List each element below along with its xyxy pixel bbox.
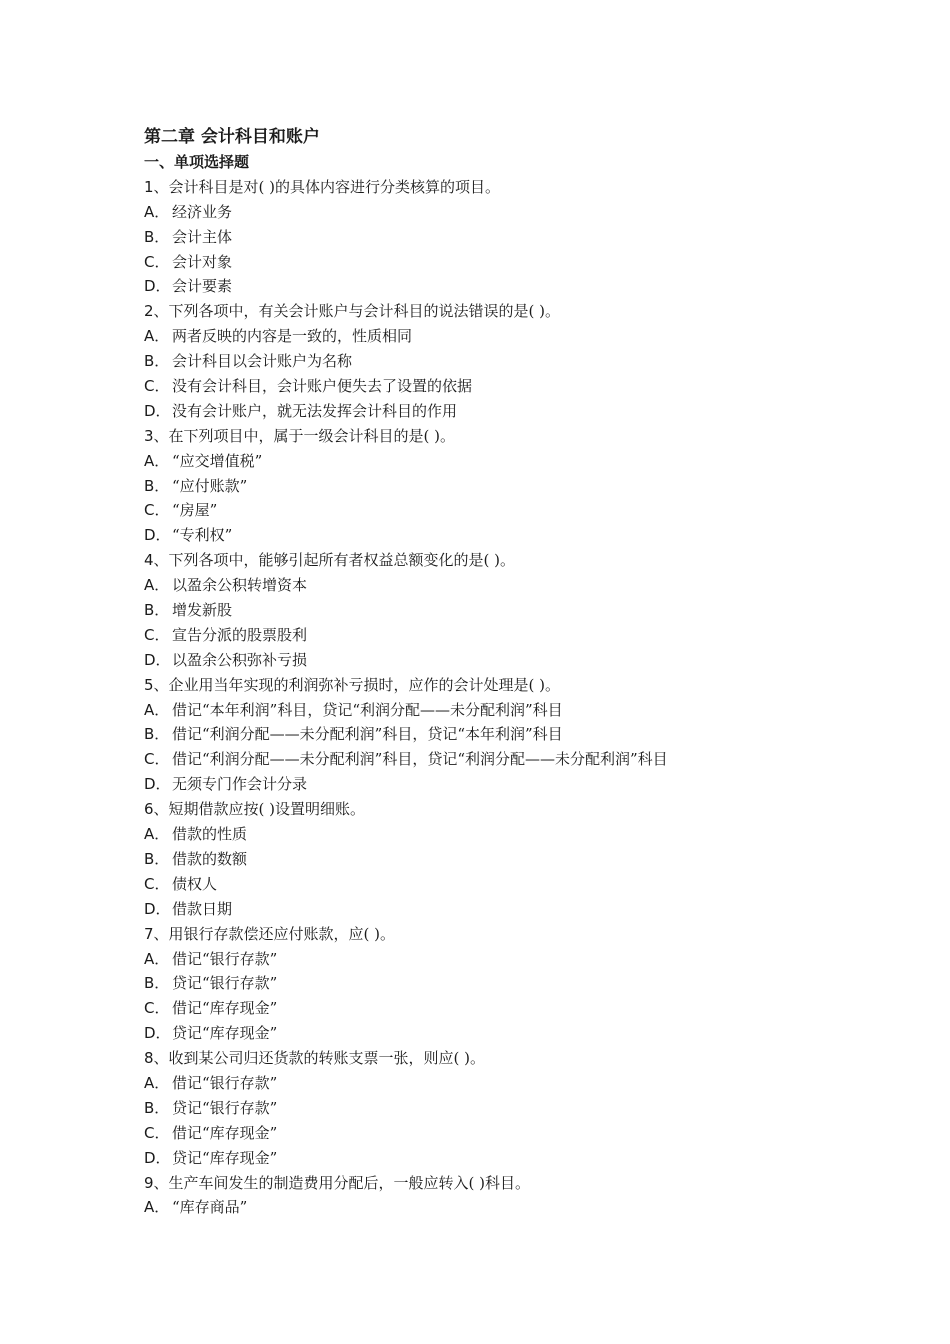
question-number: 6、 xyxy=(144,800,169,819)
option-letter: D． xyxy=(144,775,171,794)
question-number: 1、 xyxy=(144,177,169,196)
answer-option xyxy=(144,250,844,275)
option-text: 借记“银行存款” xyxy=(172,1073,278,1092)
question-text: 生产车间发生的制造费用分配后，一般应转入( )科目。 xyxy=(168,1173,531,1192)
answer-option xyxy=(144,722,844,747)
option-text: 无须专门作会计分录 xyxy=(172,775,308,794)
question-stem xyxy=(144,175,844,200)
option-text: 两者反映的内容是一致的，性质相同 xyxy=(172,327,413,346)
answer-option xyxy=(144,1021,844,1046)
question-number: 2、 xyxy=(144,302,169,321)
option-letter: C． xyxy=(144,874,170,893)
question-stem xyxy=(144,1046,844,1071)
answer-option xyxy=(144,324,844,349)
option-letter: B． xyxy=(144,227,170,246)
option-text: 债权人 xyxy=(172,874,218,893)
question-stem xyxy=(144,299,844,324)
answer-option xyxy=(144,1071,844,1096)
question-stem xyxy=(144,1171,844,1196)
option-letter: D． xyxy=(144,526,171,545)
option-text: 会计主体 xyxy=(172,227,233,246)
question-block xyxy=(144,1171,844,1221)
answer-option xyxy=(144,897,844,922)
question-block xyxy=(144,175,844,299)
option-letter: C． xyxy=(144,252,170,271)
document-page xyxy=(144,124,844,1220)
option-letter: A． xyxy=(144,576,170,595)
option-letter: A． xyxy=(144,949,170,968)
question-stem xyxy=(144,797,844,822)
option-letter: A． xyxy=(144,451,170,470)
option-text: 借记“库存现金” xyxy=(172,999,278,1018)
option-text: 以盈余公积弥补亏损 xyxy=(172,650,308,669)
option-letter: C． xyxy=(144,625,170,644)
question-text: 企业用当年实现的利润弥补亏损时，应作的会计处理是( )。 xyxy=(168,675,561,694)
question-stem xyxy=(144,922,844,947)
option-text: 没有会计账户，就无法发挥会计科目的作用 xyxy=(172,401,458,420)
question-number: 9、 xyxy=(144,1173,169,1192)
option-text: 借款日期 xyxy=(172,899,233,918)
answer-option xyxy=(144,200,844,225)
question-text: 在下列项目中，属于一级会计科目的是( )。 xyxy=(168,426,456,445)
option-letter: A． xyxy=(144,700,170,719)
option-text: “专利权” xyxy=(172,526,233,545)
answer-option xyxy=(144,598,844,623)
option-letter: C． xyxy=(144,999,170,1018)
question-text: 会计科目是对( )的具体内容进行分类核算的项目。 xyxy=(168,177,501,196)
question-text: 下列各项中，有关会计账户与会计科目的说法错误的是( )。 xyxy=(168,302,561,321)
answer-option xyxy=(144,225,844,250)
question-block xyxy=(144,548,844,672)
option-text: “库存商品” xyxy=(172,1198,248,1217)
question-text: 下列各项中，能够引起所有者权益总额变化的是( )。 xyxy=(168,551,516,570)
question-number: 7、 xyxy=(144,924,169,943)
option-text: 贷记“库存现金” xyxy=(172,1024,278,1043)
question-block xyxy=(144,424,844,548)
option-letter: B． xyxy=(144,476,170,495)
section-title: 一、单项选择题 xyxy=(144,153,250,171)
option-text: “应交增值税” xyxy=(172,451,263,470)
answer-option xyxy=(144,648,844,673)
answer-option xyxy=(144,523,844,548)
option-letter: D． xyxy=(144,650,171,669)
answer-option xyxy=(144,772,844,797)
option-letter: D． xyxy=(144,1148,171,1167)
answer-option xyxy=(144,349,844,374)
question-block xyxy=(144,1046,844,1170)
option-text: 会计科目以会计账户为名称 xyxy=(172,352,353,371)
question-block xyxy=(144,797,844,921)
question-stem xyxy=(144,424,844,449)
answer-option xyxy=(144,573,844,598)
option-text: 借记“本年利润”科目，贷记“利润分配——未分配利润”科目 xyxy=(172,700,563,719)
answer-option xyxy=(144,474,844,499)
answer-option xyxy=(144,1146,844,1171)
question-block xyxy=(144,673,844,797)
option-text: 以盈余公积转增资本 xyxy=(172,576,308,595)
option-text: 借记“库存现金” xyxy=(172,1123,278,1142)
option-text: 借记“利润分配——未分配利润”科目，贷记“本年利润”科目 xyxy=(172,725,563,744)
option-text: 会计要素 xyxy=(172,277,233,296)
option-text: “房屋” xyxy=(172,501,218,520)
option-text: 借记“银行存款” xyxy=(172,949,278,968)
option-text: 宣告分派的股票股利 xyxy=(172,625,308,644)
question-block xyxy=(144,922,844,1046)
answer-option xyxy=(144,498,844,523)
option-letter: A． xyxy=(144,327,170,346)
answer-option xyxy=(144,872,844,897)
answer-option xyxy=(144,374,844,399)
question-number: 4、 xyxy=(144,551,169,570)
option-letter: C． xyxy=(144,377,170,396)
answer-option xyxy=(144,996,844,1021)
option-letter: B． xyxy=(144,352,170,371)
question-number: 3、 xyxy=(144,426,169,445)
option-letter: A． xyxy=(144,1073,170,1092)
answer-option xyxy=(144,971,844,996)
answer-option xyxy=(144,399,844,424)
answer-option xyxy=(144,1195,844,1220)
option-text: 贷记“库存现金” xyxy=(172,1148,278,1167)
option-letter: D． xyxy=(144,401,171,420)
option-text: 贷记“银行存款” xyxy=(172,974,278,993)
answer-option xyxy=(144,1096,844,1121)
option-letter: B． xyxy=(144,974,170,993)
question-text: 收到某公司归还货款的转账支票一张，则应( )。 xyxy=(168,1049,486,1068)
question-stem xyxy=(144,673,844,698)
option-text: “应付账款” xyxy=(172,476,248,495)
option-text: 借记“利润分配——未分配利润”科目，贷记“利润分配——未分配利润”科目 xyxy=(172,750,668,769)
chapter-title: 第二章 会计科目和账户 xyxy=(144,127,320,147)
question-text: 用银行存款偿还应付账款，应( )。 xyxy=(168,924,396,943)
option-letter: A． xyxy=(144,202,170,221)
option-letter: B． xyxy=(144,601,170,620)
answer-option xyxy=(144,274,844,299)
option-text: 借款的数额 xyxy=(172,849,248,868)
question-block xyxy=(144,299,844,423)
option-letter: B． xyxy=(144,725,170,744)
answer-option xyxy=(144,623,844,648)
option-letter: D． xyxy=(144,1024,171,1043)
answer-option xyxy=(144,698,844,723)
option-letter: D． xyxy=(144,277,171,296)
answer-option xyxy=(144,449,844,474)
question-stem xyxy=(144,548,844,573)
question-text: 短期借款应按( )设置明细账。 xyxy=(168,800,366,819)
question-list xyxy=(144,175,844,1220)
answer-option xyxy=(144,947,844,972)
option-letter: C． xyxy=(144,501,170,520)
option-letter: A． xyxy=(144,825,170,844)
option-letter: C． xyxy=(144,1123,170,1142)
option-text: 会计对象 xyxy=(172,252,233,271)
option-letter: B． xyxy=(144,1098,170,1117)
option-text: 经济业务 xyxy=(172,202,233,221)
answer-option xyxy=(144,822,844,847)
option-text: 贷记“银行存款” xyxy=(172,1098,278,1117)
question-number: 8、 xyxy=(144,1049,169,1068)
question-number: 5、 xyxy=(144,675,169,694)
option-text: 借款的性质 xyxy=(172,825,248,844)
answer-option xyxy=(144,747,844,772)
answer-option xyxy=(144,1121,844,1146)
option-text: 没有会计科目，会计账户便失去了设置的依据 xyxy=(172,377,473,396)
option-letter: B． xyxy=(144,849,170,868)
answer-option xyxy=(144,847,844,872)
option-text: 增发新股 xyxy=(172,601,233,620)
option-letter: C． xyxy=(144,750,170,769)
option-letter: D． xyxy=(144,899,171,918)
option-letter: A． xyxy=(144,1198,170,1217)
